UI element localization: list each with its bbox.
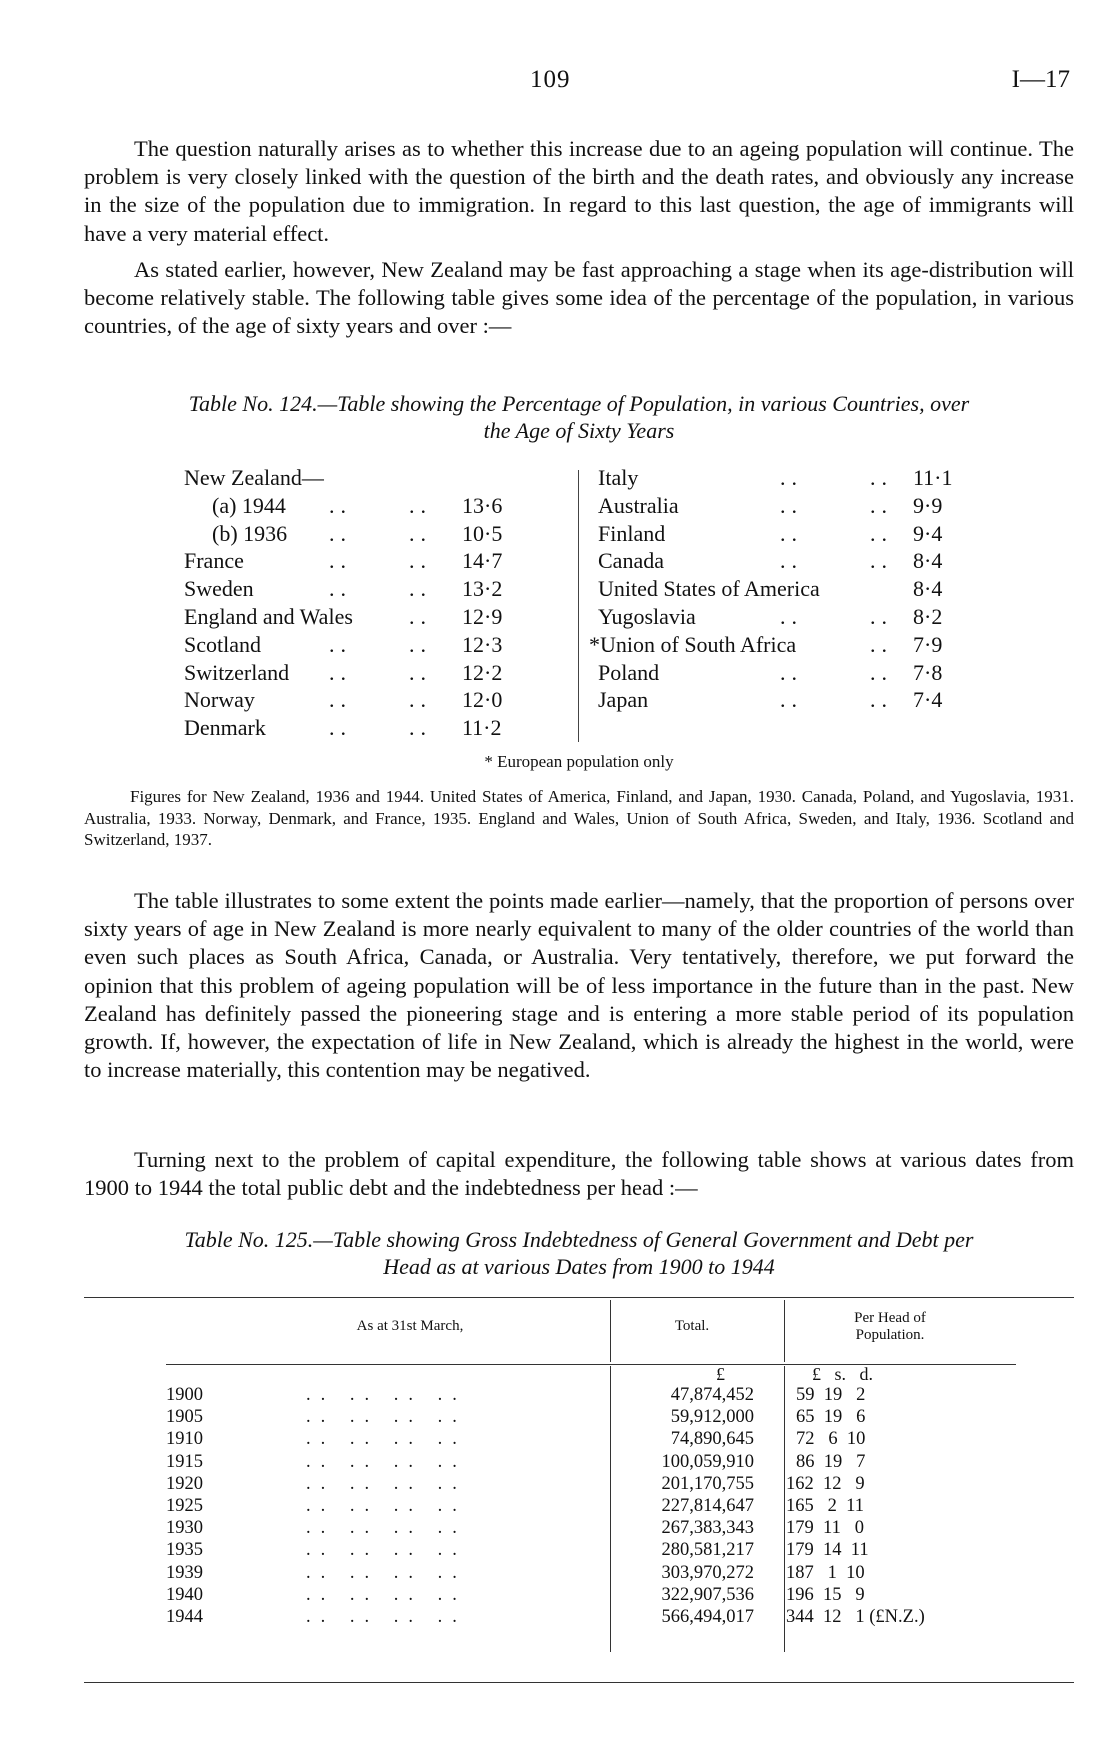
- table-125-col-total-header: Total.: [674, 1318, 710, 1334]
- table-125-bottom-rule: [84, 1682, 1074, 1683]
- table-125-header-divider-2: [784, 1300, 785, 1362]
- paragraph-ageing-population: The question naturally arises as to whether this increase due to an ageing population will continue. The problem is very closely linked with the question of the birth and the death rates, and obviously any increase in the size of the population due to immigration. In regard to this last question, the age of immigrants will have a very material effect.: [84, 136, 1074, 246]
- table-125-top-rule: [84, 1297, 1074, 1298]
- table-125-perhead-unit: £ s. d.: [812, 1364, 874, 1384]
- document-page: 109 I—17 The question naturally arises as to whether this increase due to an ageing population will continue. The problem is very closely linked with the question of the birth and the death rates, and obviously any increase in the size of the population due to immigration. In regard to this last question, the age of immigrants will have a very material effect. As stated earlier, however, New Zealand may be fast approaching a stage when its age-distribution will become relatively stable. The following table gives some idea of the percentage of the population, in various countries, of the age of sixty years and over :— Table No. 124.—Table showing the Percentage of Population, in various Countries, over the Age of Sixty Years New Zealand— (a) 1944 .. .. 13·6 (b) 1936 .. .. 10·5 France .. .. 14·7 Sweden .. .. 13·2 England and Wales .. 12·9 Scotland .. .. 12·3 Switzerland .. .. 12·2 Norway .. .. 12·0 Denmark .. .. 11·2 Italy .. .. 11·1 Australia .. .. 9·9 Finland .. .. 9·4 Canada .. .. 8·4 United States of America 8·4 Yugoslavia .. .. 8·2 *Union of South Africa .. 7·9 Poland .. .. 7·8 Japan .. .. 7·4 * European population only Figures for New Zealand, 1936 and 1944. United States of America, Finland, and Japan, 1930. Canada, Poland, and Yugoslavia, 1931. Australia, 1933. Norway, Denmark, and France, 1935. England and Wales, Union of South Africa, Sweden, and Italy, 1936. Scotland and Switzerland, 1937. The table illustrates to some extent the points made earlier—namely, that the proportion of persons over sixty years of age in New Zealand is more nearly equivalent to many of the older countries of the world than even such places as South Africa, Canada, or Australia. Very tentatively, therefore, we put forward the opinion that this problem of ageing population will be of less importance in the future than in the past. New Zealand has definitely passed the pioneering stage and is entering a more stable period of its population growth. If, however, the expectation of life in New Zealand, which is already the highest in the world, were to increase materially, this contention may be negatived. Turning next to the problem of capital expenditure, the following table shows at various dates from 1900 to 1944 the total public debt and the indebtedness per head :— Table No. 125.—Table showing Gross Indebtedness of General Government and Debt per Head as at various Dates from 1900 to 1944 As at 31st March, Total. Per Head of Population. £ £ s. d. 1900 .. .. .. .. 47,874,452 59 19 2 1905 .. .. .. .. 59,912,000 65 19 6 1910 .. .. .. .. 74,890,645 72 6 10 1915 .. .. .. .. 100,059,910 86 19 7 1920 .. .. .. .. 201,170,755 162 12 9 1925 .. .. .. .. 227,814,647 165 2 11 1930 .. .. .. .. 267,383,343 179 11 0 1935 .. .. .. .. 280,581,217 179 14 11 1939 .. .. .. .. 303,970,272 187 1 10 1940 .. .. .. .. 322,907,536 196 15 9 1944 .. .. .. .. 566,494,017 344 12 1 (£N.Z.): [0, 0, 1114, 1739]
- table-125-col-date-header: As at 31st March,: [356, 1318, 464, 1334]
- page-number: 109: [530, 66, 571, 93]
- table-125-header-divider-1: [610, 1300, 611, 1362]
- table-125-caption-line2: Head as at various Dates from 1900 to 1944: [383, 1254, 775, 1279]
- table-124-group-label: New Zealand—: [184, 465, 324, 490]
- table-125-body-divider-2: [784, 1366, 785, 1652]
- table-124-footnote: * European population only: [484, 752, 674, 771]
- table-124-sources-note: Figures for New Zealand, 1936 and 1944. United States of America, Finland, and Japan, 1930. Canada, Poland, and Yugoslavia, 1931. Australia, 1933. Norway, Denmark, and France, 1935. England and Wales, Union of South Africa, Sweden, and Italy, 1936. Scotland and Switzerland, 1937.: [84, 787, 1074, 849]
- paragraph-table-commentary: The table illustrates to some extent the points made earlier—namely, that the proportion of persons over sixty years of age in New Zealand is more nearly equivalent to many of the older countries of the world than even such places as South Africa, Canada, or Australia. Very tentatively, therefore, we put forward the opinion that this problem of ageing population will be of less importance in the future than in the past. New Zealand has definitely passed the pioneering stage and is entering a more stable period of its population growth. If, however, the expectation of life in New Zealand, which is already the highest in the world, were to increase materially, this contention may be negatived.: [84, 888, 1074, 1083]
- paragraph-capital-expenditure: Turning next to the problem of capital expenditure, the following table shows at various dates from 1900 to 1944 the total public debt and the indebtedness per head :—: [84, 1147, 1074, 1201]
- table-125-total-unit: £: [716, 1364, 725, 1384]
- table-125-caption-line1: Table No. 125.—Table showing Gross Indebtedness of General Government and Debt per: [184, 1227, 974, 1252]
- document-reference: I—17: [1011, 66, 1070, 93]
- table-125-col-perhead-header: Per Head of Population.: [854, 1310, 926, 1343]
- paragraph-age-distribution: As stated earlier, however, New Zealand may be fast approaching a stage when its age-distribution will become relatively stable. The following table gives some idea of the percentage of the population, in various countries, of the age of sixty years and over :—: [84, 257, 1074, 339]
- table-125-header-rule: [166, 1364, 1016, 1365]
- table-124-divider: [578, 470, 580, 742]
- table-124-caption-line1: Table No. 124.—Table showing the Percentage of Population, in various Countries, over: [188, 391, 970, 416]
- table-124-caption-line2: the Age of Sixty Years: [483, 418, 675, 443]
